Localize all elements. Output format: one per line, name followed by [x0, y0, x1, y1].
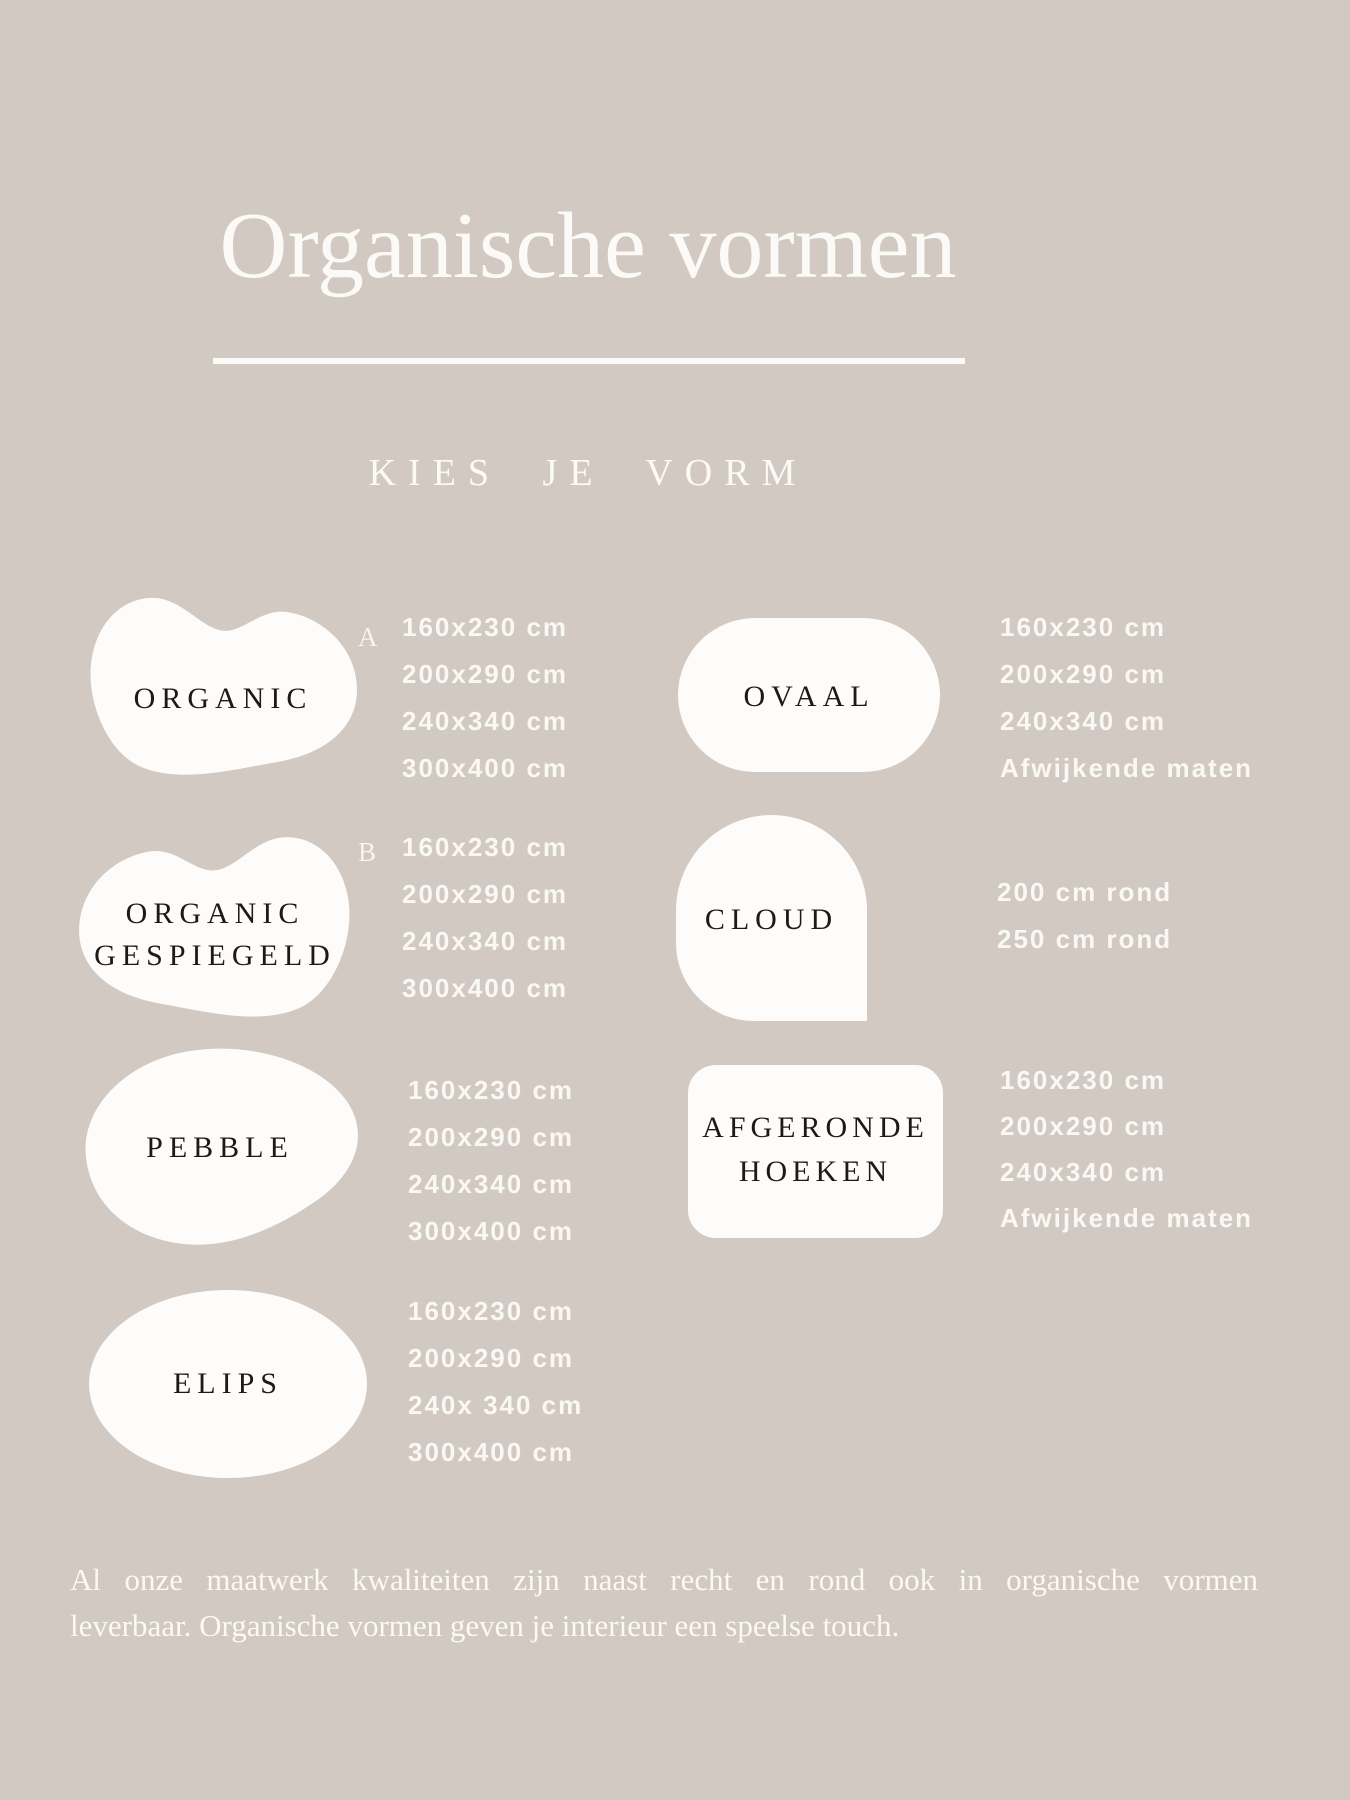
size-item: 160x230 cm: [1000, 612, 1167, 642]
size-item: 200x290 cm: [408, 1343, 575, 1373]
size-item: 200x290 cm: [408, 1122, 575, 1152]
organic-gespiegeld-size-list: [402, 824, 568, 1012]
page-subtitle: KIES JE VORM: [368, 452, 808, 494]
organic-size-list: [402, 604, 568, 792]
size-item: 240x340 cm: [402, 706, 569, 736]
size-item: 250 cm rond: [997, 924, 1173, 954]
cloud-size-list: [997, 869, 1172, 963]
size-item: Afwijkende maten: [1000, 753, 1254, 783]
ovaal-size-list: [1000, 604, 1253, 792]
footer-line2: leverbaar. Organische vormen geven je interieur een speelse touch.: [70, 1608, 900, 1643]
pebble-size-list: [408, 1067, 574, 1255]
size-item: 200x290 cm: [402, 879, 569, 909]
size-item: 240x340 cm: [1000, 706, 1167, 736]
size-item: 160x230 cm: [402, 832, 569, 862]
organic-gespiegeld-label-line2: GESPIEGELD: [94, 939, 336, 972]
size-item: 200x290 cm: [402, 659, 569, 689]
size-item: 200x290 cm: [1000, 659, 1167, 689]
elips-label: ELIPS: [172, 1367, 283, 1400]
size-item: 200 cm rond: [997, 877, 1173, 907]
title-divider: [213, 358, 965, 364]
ovaal-label: OVAAL: [743, 680, 875, 713]
size-item: 240x340 cm: [408, 1169, 575, 1199]
organic-gespiegeld-label-line1: ORGANIC: [125, 897, 305, 930]
afgeronde-hoeken-label-line1: AFGERONDE: [702, 1111, 929, 1144]
pebble-label: PEBBLE: [146, 1131, 294, 1164]
size-item: 160x230 cm: [408, 1296, 575, 1326]
size-item: 300x400 cm: [402, 753, 569, 783]
size-item: Afwijkende maten: [1000, 1203, 1254, 1233]
organic-label: ORGANIC: [133, 682, 313, 715]
size-item: 240x340 cm: [1000, 1157, 1167, 1187]
size-item: 160x230 cm: [402, 612, 569, 642]
marker-a: A: [358, 622, 378, 652]
size-item: 160x230 cm: [1000, 1065, 1167, 1095]
size-item: 300x400 cm: [402, 973, 569, 1003]
afgeronde-hoeken-size-list: [1000, 1057, 1253, 1241]
footer-line1: Al onze maatwerk kwaliteiten zijn naast recht en rond ook in organische vormen: [70, 1562, 1258, 1597]
afgeronde-hoeken-label-line2: HOEKEN: [738, 1155, 893, 1188]
size-item: 240x 340 cm: [408, 1390, 584, 1420]
footer-text: [70, 1557, 1258, 1649]
size-item: 300x400 cm: [408, 1437, 575, 1467]
elips-size-list: [408, 1288, 583, 1476]
cloud-label: CLOUD: [704, 903, 839, 936]
marker-b: B: [358, 837, 377, 867]
size-item: 160x230 cm: [408, 1075, 575, 1105]
size-item: 240x340 cm: [402, 926, 569, 956]
size-item: 200x290 cm: [1000, 1111, 1167, 1141]
page-title: Organische vormen: [219, 194, 957, 298]
size-item: 300x400 cm: [408, 1216, 575, 1246]
